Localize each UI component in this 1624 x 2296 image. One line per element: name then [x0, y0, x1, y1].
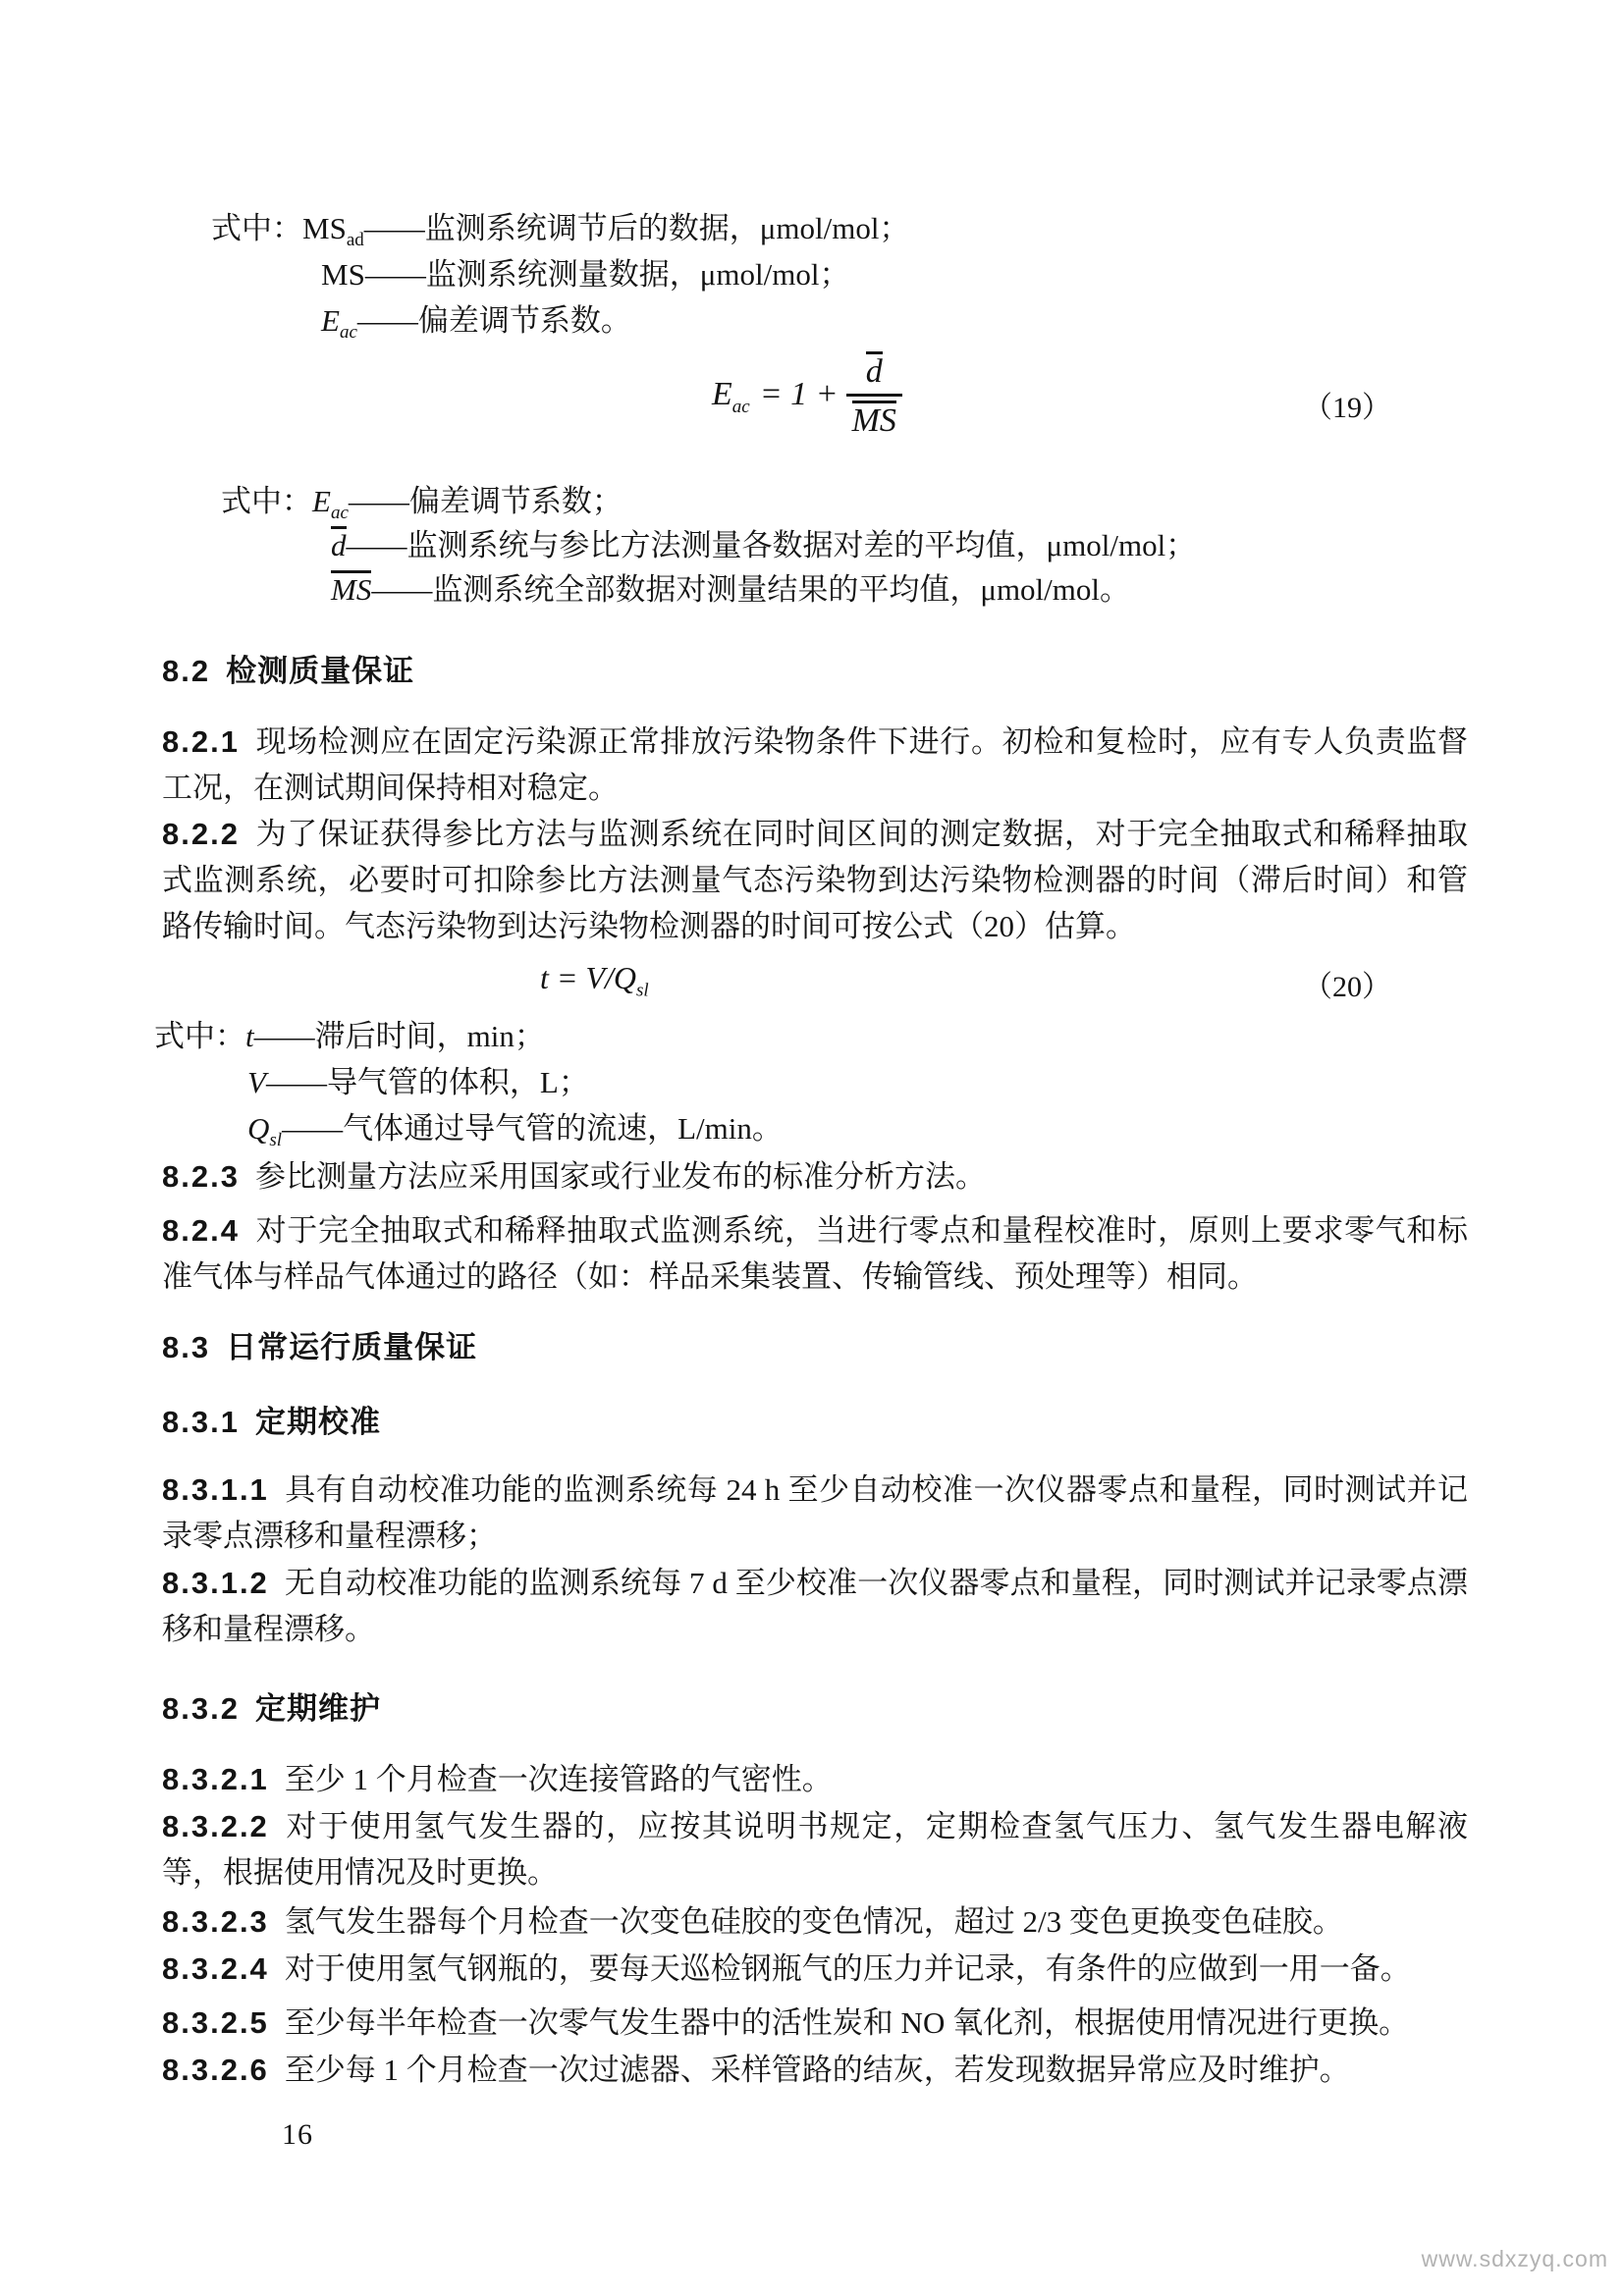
legend-desc: ——监测系统与参比方法测量各数据对差的平均值，μmol/mol； [346, 528, 1197, 562]
clause-text: 对于使用氢气发生器的，应按其说明书规定，定期检查氢气压力、氢气发生器电解液等，根据使用情况及时更换。 [162, 1809, 1468, 1890]
formula-20-expression: $t = V/Q_{sl}$ [540, 960, 649, 1001]
legend-desc: ——监测系统全部数据对测量结果的平均值，μmol/mol。 [371, 572, 1131, 607]
clause-8-3-1-1 [162, 1467, 1468, 1559]
legend-desc: ——导气管的体积，L； [265, 1065, 589, 1099]
symbol-e-ac: $E_{ac}$ [312, 484, 349, 524]
clause-number: 8.3.1.1 [162, 1472, 269, 1507]
legend-label: 式中： [221, 484, 312, 518]
symbol-t: t [245, 1019, 254, 1053]
clause-8-3-2-4 [162, 1946, 1468, 1992]
symbol-e-ac: $E_{ac}$ [321, 303, 357, 344]
clause-number: 8.3.2.5 [162, 2005, 269, 2040]
symbol-ms: MS [321, 257, 365, 292]
clause-text: 至少每半年检查一次零气发生器中的活性炭和 NO 氧化剂，根据使用情况进行更换。 [284, 2005, 1410, 2040]
section-heading-8-3 [162, 1324, 1468, 1370]
legend-line [221, 523, 1527, 567]
legend-desc: ——偏差调节系数。 [356, 303, 631, 338]
clause-text: 现场检测应在固定污染源正常排放污染物条件下进行。初检和复检时，应有专人负责监督工况，在测试期间保持相对稳定。 [162, 724, 1468, 805]
clause-text: 至少 1 个月检查一次连接管路的气密性。 [284, 1762, 833, 1796]
clause-8-2-1 [162, 719, 1468, 811]
clause-8-3-2-1 [162, 1756, 1468, 1802]
clause-text: 无自动校准功能的监测系统每 7 d 至少校准一次仪器零点和量程，同时测试并记录零点漂移和量程漂移。 [162, 1566, 1468, 1646]
clause-text: 对于完全抽取式和稀释抽取式监测系统，当进行零点和量程校准时，原则上要求零气和标准气体与样品气体通过的路径（如：样品采集装置、传输管线、预处理等）相同。 [162, 1213, 1468, 1294]
legend-line [154, 1013, 1460, 1059]
clause-text: 参比测量方法应采用国家或行业发布的标准分析方法。 [254, 1159, 986, 1194]
clause-number: 8.3.2.4 [162, 1951, 269, 1986]
formula-20-number: （20） [1303, 971, 1391, 1003]
symbol-ms-bar: MS [331, 572, 372, 607]
legend-line [154, 1105, 1460, 1151]
section-heading-8-3-1 [162, 1399, 1468, 1445]
legend-line [221, 567, 1527, 612]
fraction-numerator: d [865, 353, 883, 390]
clause-8-2-4 [162, 1207, 1468, 1300]
legend-desc: ——监测系统测量数据，μmol/mol； [364, 257, 850, 292]
clause-number: 8.2.1 [162, 724, 240, 759]
formula-20 [162, 960, 1468, 1005]
clause-8-3-2-2 [162, 1803, 1468, 1896]
section-number: 8.3.2 [162, 1691, 240, 1726]
symbol-v: V [247, 1065, 266, 1099]
legend-line [211, 297, 1517, 344]
section-number: 8.3.1 [162, 1405, 240, 1439]
page-number: 16 [282, 2118, 313, 2151]
legend-desc: ——偏差调节系数； [348, 484, 623, 518]
formula-19 [162, 351, 1468, 459]
clause-text: 对于使用氢气钢瓶的，要每天巡检钢瓶气的压力并记录，有条件的应做到一用一备。 [284, 1951, 1411, 1986]
clause-text: 为了保证获得参比方法与监测系统在同时间区间的测定数据，对于完全抽取式和稀释抽取式监测系统，必要时可扣除参比方法测量气态污染物到达污染物检测器的时间（滞后时间）和管路传输时间。气态污染物到达污染物检测器的时间可按公式（20）估算。 [162, 817, 1468, 943]
formula-19-expression [712, 351, 902, 438]
legend-label: 式中： [154, 1019, 245, 1053]
formula-19-fraction [846, 351, 902, 438]
clause-8-3-2-3 [162, 1898, 1468, 1945]
watermark: www.sdxzyq.com [1421, 2246, 1608, 2271]
clause-text: 具有自动校准功能的监测系统每 24 h 至少自动校准一次仪器零点和量程，同时测试并记录零点漂移和量程漂移； [162, 1472, 1468, 1553]
formula20-legend [154, 1013, 1460, 1151]
clause-8-2-2 [162, 811, 1468, 949]
legend-desc: ——滞后时间，min； [253, 1019, 545, 1053]
section-number: 8.3 [162, 1330, 211, 1364]
legend-line [221, 479, 1527, 523]
clause-number: 8.3.2.6 [162, 2053, 269, 2087]
clause-text: 至少每 1 个月检查一次过滤器、采样管路的结灰，若发现数据异常应及时维护。 [284, 2053, 1350, 2087]
clause-number: 8.3.2.2 [162, 1809, 269, 1843]
legend-line [154, 1059, 1460, 1105]
formula18-legend [211, 205, 1517, 344]
clause-number: 8.2.2 [162, 817, 240, 851]
section-title: 日常运行质量保证 [226, 1330, 478, 1364]
fraction-denominator: MS [846, 394, 902, 438]
legend-label: 式中： [211, 211, 302, 245]
section-heading-8-3-2 [162, 1685, 1468, 1732]
section-title: 定期维护 [254, 1691, 381, 1726]
clause-number: 8.2.3 [162, 1159, 240, 1194]
formula-19-operator: = 1 + [759, 376, 839, 412]
legend-desc: ——气体通过导气管的流速，L/min。 [282, 1111, 783, 1146]
formula-19-lhs: $E_{ac}$ [712, 376, 750, 417]
section-heading-8-2 [162, 648, 1468, 694]
symbol-ms-ad: $MS_{ad}$ [302, 211, 364, 251]
section-title: 检测质量保证 [226, 654, 415, 688]
clause-number: 8.3.1.2 [162, 1566, 269, 1600]
clause-8-2-3 [162, 1153, 1468, 1200]
section-number: 8.2 [162, 654, 211, 688]
section-title: 定期校准 [254, 1405, 381, 1439]
clause-number: 8.2.4 [162, 1213, 240, 1248]
symbol-q-sl: $Q_{sl}$ [247, 1111, 283, 1151]
legend-line [211, 251, 1517, 297]
formula-19-number: （19） [1303, 392, 1391, 424]
clause-8-3-1-2 [162, 1560, 1468, 1652]
clause-text: 氢气发生器每个月检查一次变色硅胶的变色情况，超过 2/3 变色更换变色硅胶。 [284, 1904, 1343, 1939]
clause-8-3-2-6 [162, 2047, 1468, 2093]
clause-8-3-2-5 [162, 2000, 1468, 2046]
formula19-legend [221, 479, 1527, 612]
symbol-d-bar: d [331, 528, 347, 562]
clause-number: 8.3.2.3 [162, 1904, 269, 1939]
clause-number: 8.3.2.1 [162, 1762, 269, 1796]
legend-desc: ——监测系统调节后的数据，μmol/mol； [363, 211, 910, 245]
legend-line [211, 205, 1517, 251]
